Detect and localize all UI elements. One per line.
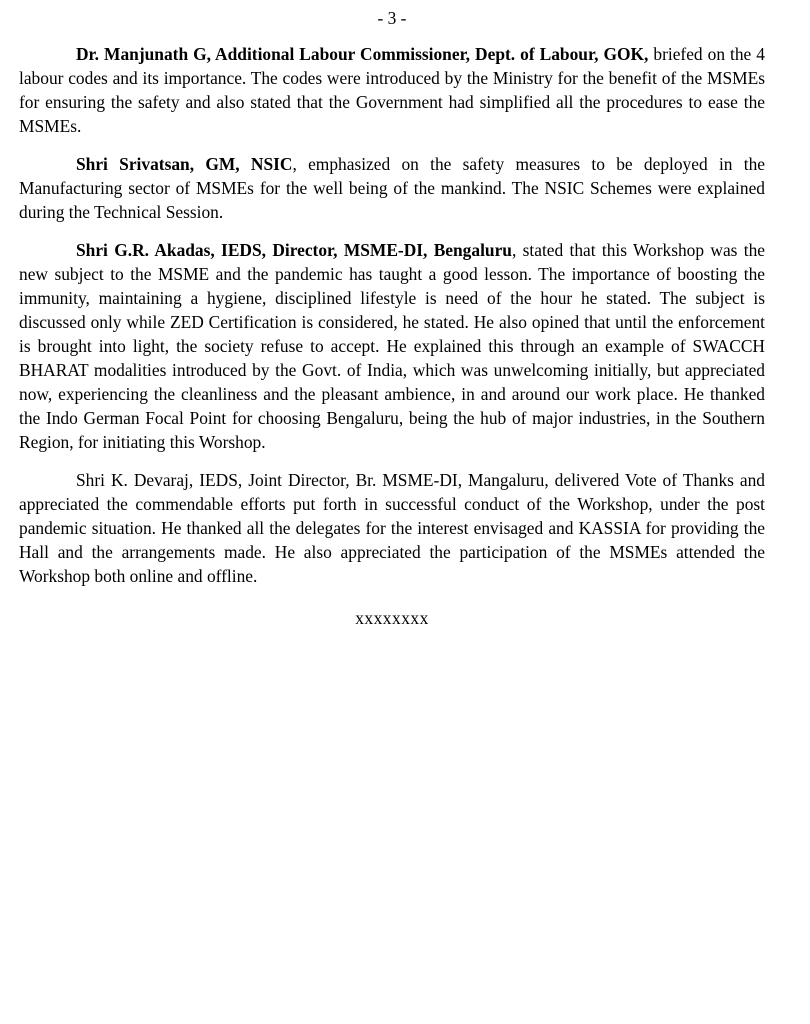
paragraph-text: , stated that this Workshop was the new subject to the MSME and the pandemic has taught a good lesson. The importance of boosting the immunity, maintaining a hygiene, disciplined lifestyle is need of the hour he stated. The subject is discussed only while ZED Certification is considered, he stated. He also opined that until the enforcement is brought into light, the society refuse to accept. He explained this through an example of SWACCH BHARAT modalities introduced by the Govt. of India, which was unwelcoming initially, but appreciated now, experiencing the cleanliness and the pleasant ambience, in and around our work place. He thanked the Indo German Focal Point for choosing Bengaluru, being the hub of major industries, in the Southern Region, for initiating this Worshop. [19, 240, 765, 452]
end-mark: xxxxxxxx [355, 608, 429, 628]
speaker-srivatsan: Shri Srivatsan, GM, NSIC [76, 154, 293, 174]
paragraph-srivatsan [19, 152, 765, 224]
paragraph-akadas [19, 238, 765, 454]
paragraph-text: , emphasized on the safety measures to be deployed in the Manufacturing sector of MSMEs for the well being of the mankind. The NSIC Schemes were explained during the Technical Session. [19, 154, 765, 222]
paragraph-devaraj [19, 468, 765, 588]
speaker-akadas: Shri G.R. Akadas, IEDS, Director, MSME-DI, Bengaluru [76, 240, 512, 260]
paragraph-text: briefed on the 4 labour codes and its importance. The codes were introduced by the Ministry for the benefit of the MSMEs for ensuring the safety and also stated that the Government had simplified all the procedures to ease the MSMEs. [19, 44, 765, 136]
speaker-manjunath: Dr. Manjunath G, Additional Labour Commissioner, Dept. of Labour, GOK, [76, 44, 649, 64]
paragraph-text: Shri K. Devaraj, IEDS, Joint Director, Br. MSME-DI, Mangaluru, delivered Vote of Thanks and appreciated the commendable efforts put forth in successful conduct of the Workshop, under the post pandemic situation. He thanked all the delegates for the interest envisaged and KASSIA for providing the Hall and the arrangements made. He also appreciated the participation of the MSMEs attended the Workshop both online and offline. [19, 470, 765, 586]
paragraph-manjunath [19, 42, 765, 138]
page-number: - 3 - [377, 8, 407, 28]
